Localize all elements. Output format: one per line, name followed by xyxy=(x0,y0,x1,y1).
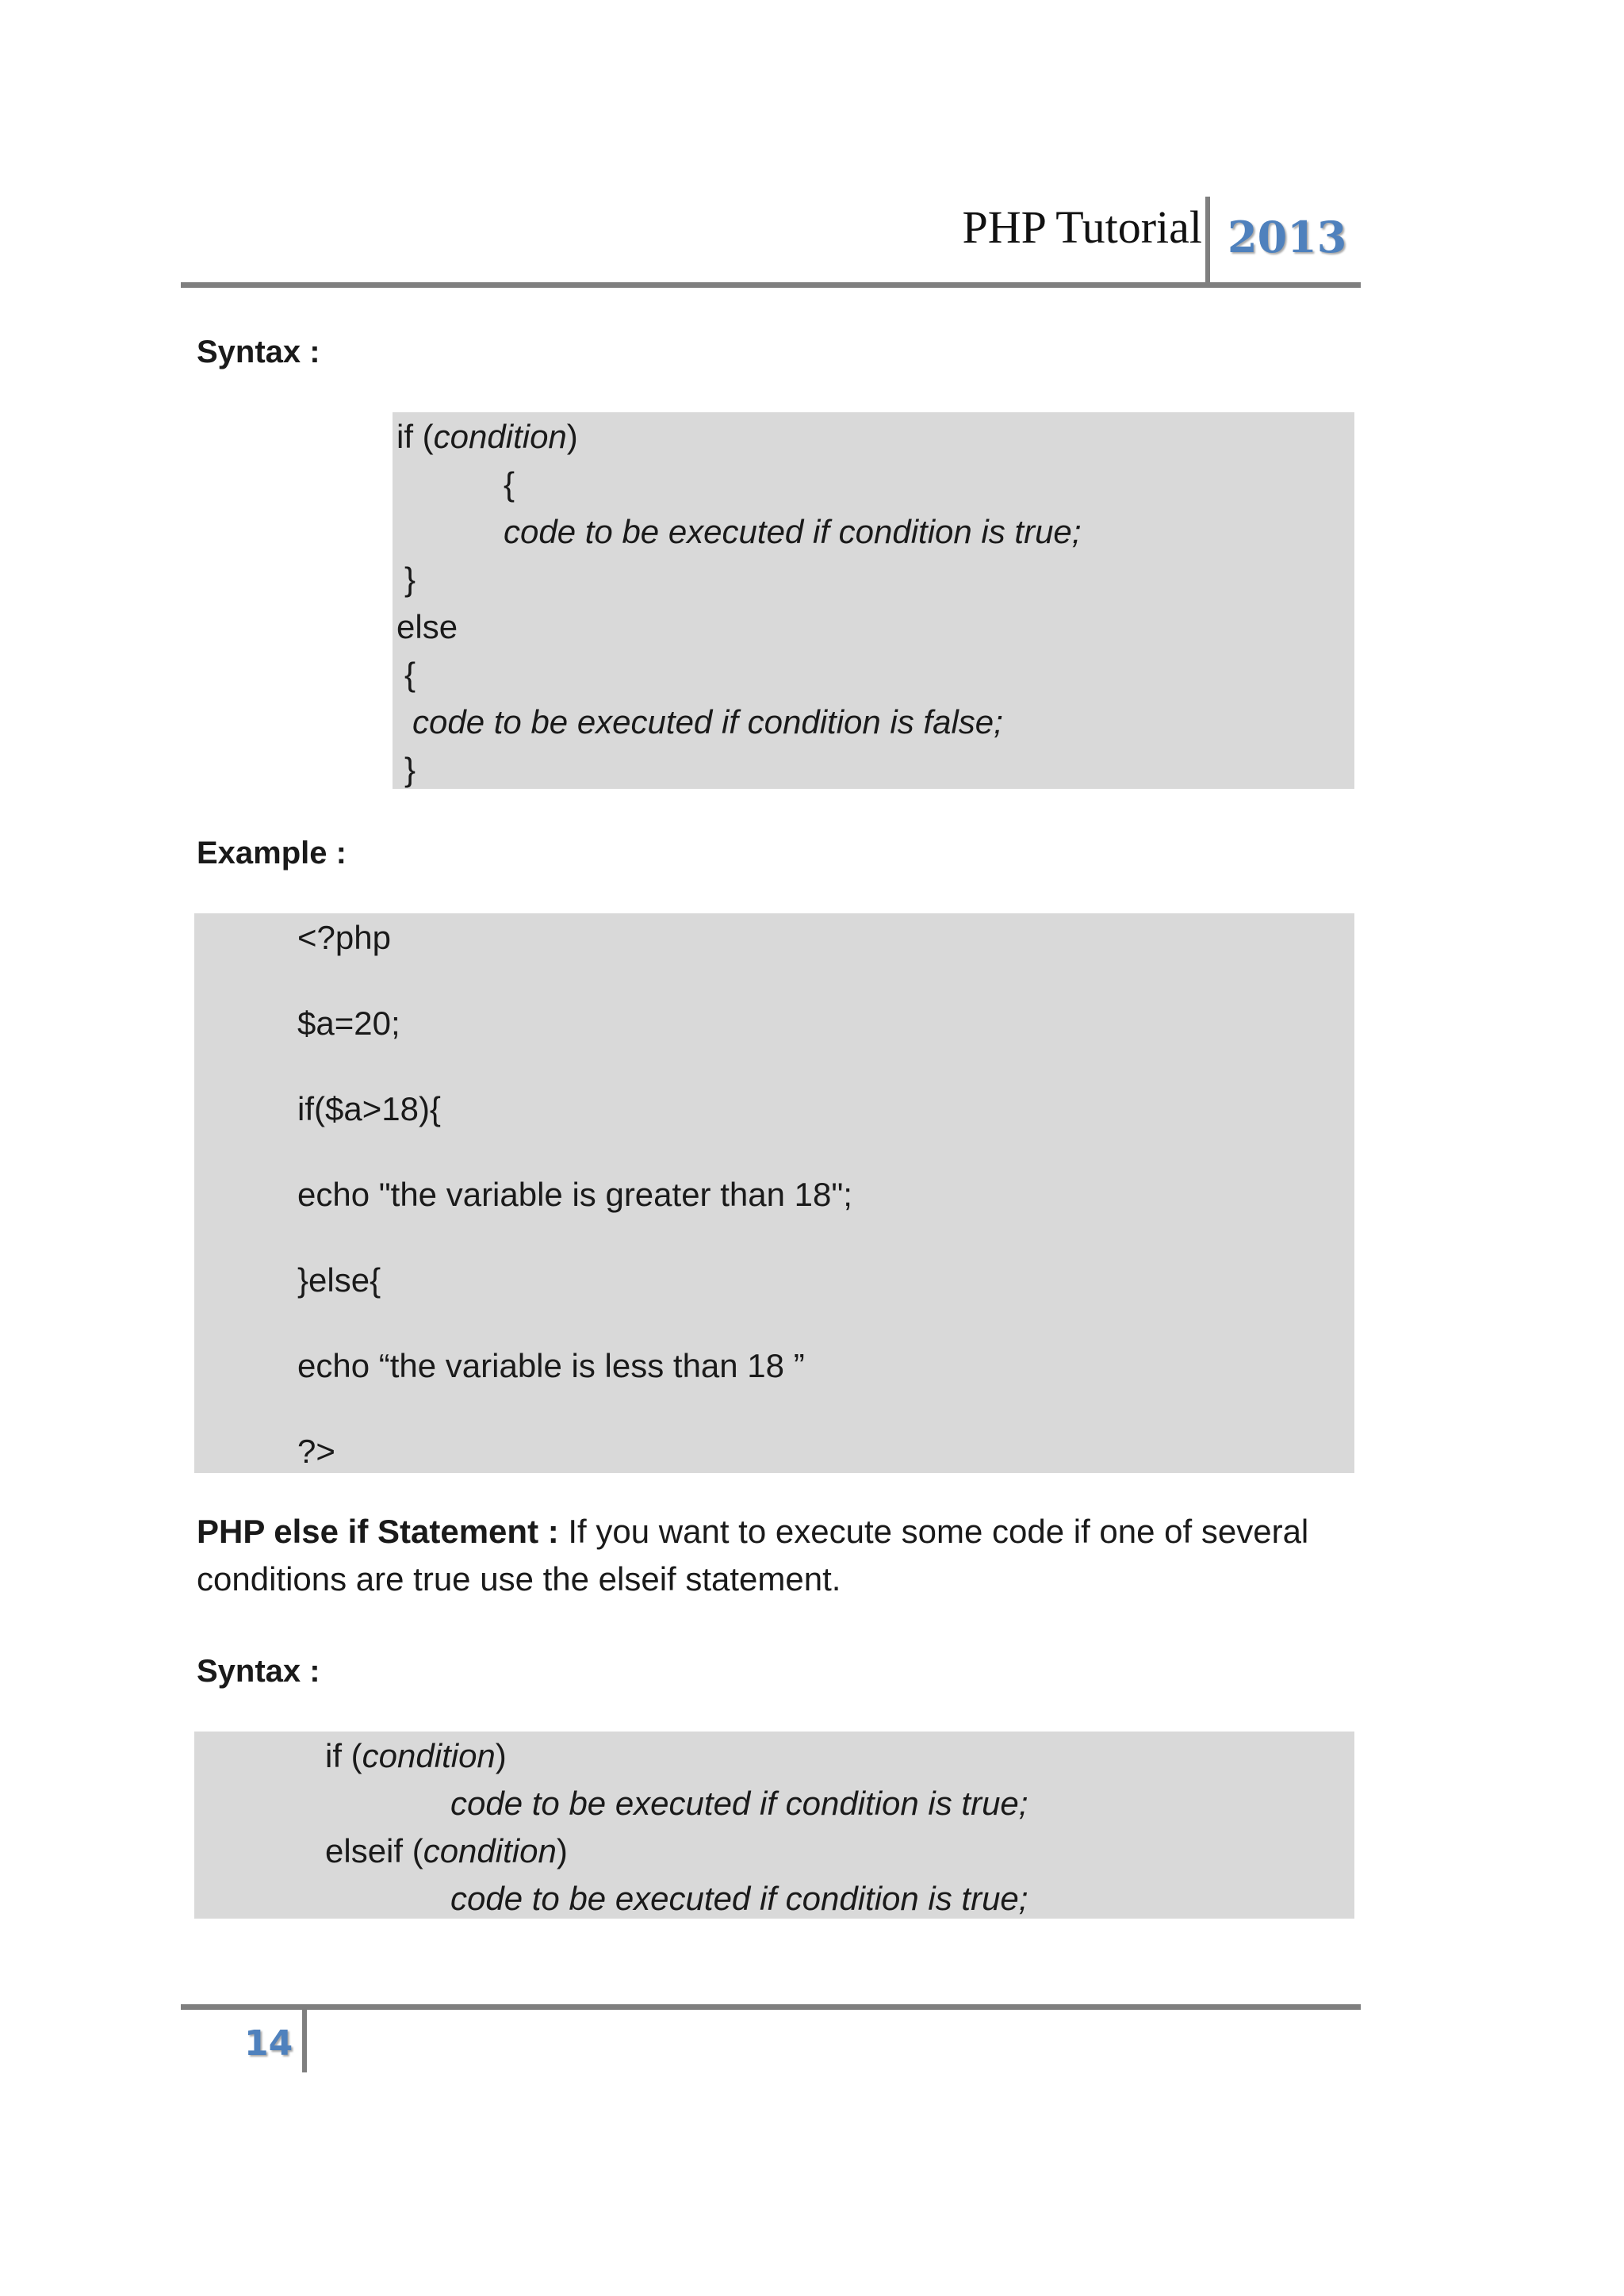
code-line: code to be executed if condition is true; xyxy=(504,513,1082,550)
elseif-description xyxy=(197,1508,1370,1603)
elseif-term: PHP else if Statement : xyxy=(197,1513,559,1550)
code-line: echo "the variable is greater than 18"; xyxy=(297,1176,852,1213)
code-line: } xyxy=(404,561,416,598)
code-line: if (condition) xyxy=(396,418,578,455)
header-rule xyxy=(181,282,1361,288)
code-line: { xyxy=(504,465,515,503)
syntax-heading: Syntax : xyxy=(197,335,320,369)
document-header-year: 2013 xyxy=(1228,212,1347,262)
code-line: else xyxy=(396,608,458,645)
code-line: code to be executed if condition is true; xyxy=(450,1785,1028,1822)
code-line: { xyxy=(404,656,416,693)
code-line: elseif (condition) xyxy=(325,1832,568,1869)
code-line: ?> xyxy=(297,1433,335,1470)
code-line: }else{ xyxy=(297,1261,381,1299)
if-else-syntax-box xyxy=(393,412,1354,789)
elseif-text: If you want to execute some code if one of several conditions are true use the elseif statement. xyxy=(197,1513,1309,1598)
php-example-code-box xyxy=(194,913,1354,1473)
document-header-title: PHP Tutorial xyxy=(962,201,1202,253)
code-line: code to be executed if condition is false; xyxy=(412,703,1003,740)
code-line: echo “the variable is less than 18 ” xyxy=(297,1347,805,1384)
footer-divider xyxy=(302,2006,307,2072)
page-number: 14 xyxy=(244,2023,293,2064)
code-line: } xyxy=(404,751,416,788)
code-line: code to be executed if condition is true; xyxy=(450,1880,1028,1917)
example-heading: Example : xyxy=(197,836,347,871)
elseif-syntax-box xyxy=(194,1732,1354,1919)
header-divider xyxy=(1205,197,1210,285)
footer-rule xyxy=(181,2004,1361,2010)
code-line: $a=20; xyxy=(297,1004,400,1042)
code-line: if($a>18){ xyxy=(297,1090,441,1127)
code-line: if (condition) xyxy=(325,1737,507,1774)
elseif-syntax-heading: Syntax : xyxy=(197,1654,320,1689)
code-line: <?php xyxy=(297,919,391,956)
